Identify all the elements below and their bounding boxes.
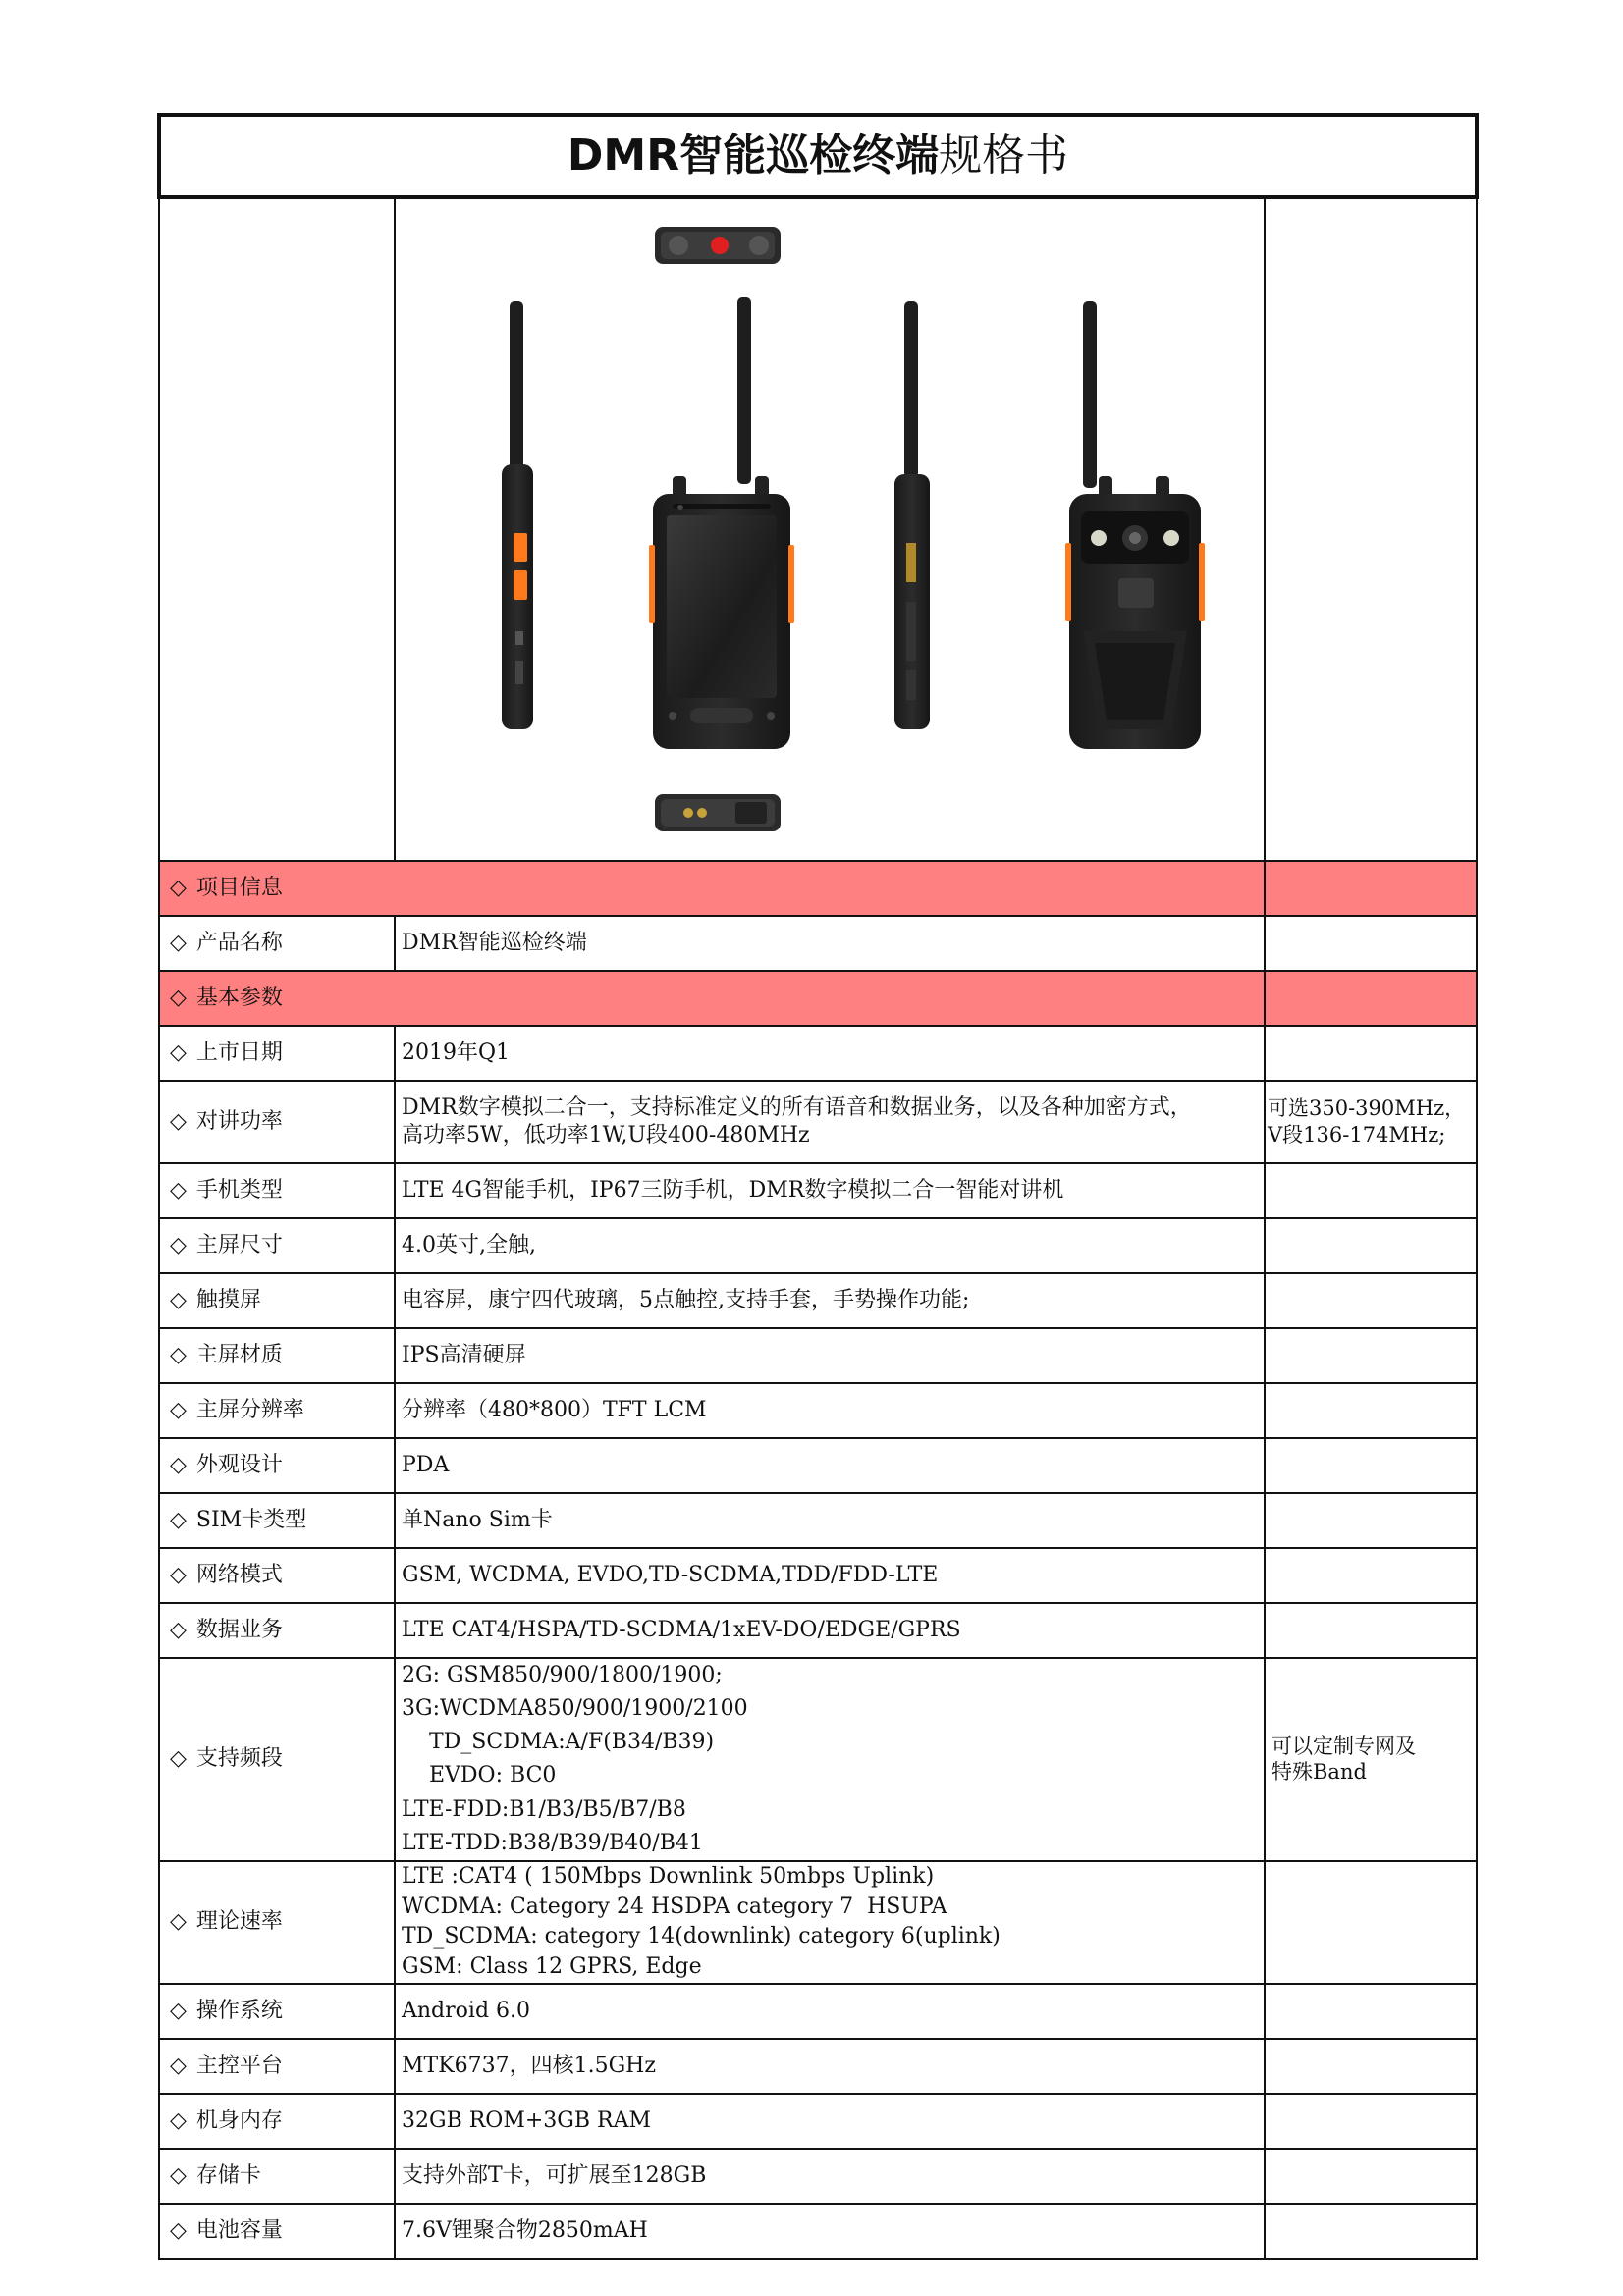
- row-intercom-power: ◇ 对讲功率 DMR数字模拟二合一，支持标准定义的所有语音和数据业务，以及各种加密方式， 高功率5W，低功率1W,U段400-480MHz 可选350-390MHz， V段136-174MHz;: [159, 1081, 1477, 1163]
- row-memory: ◇ 机身内存 32GB ROM+3GB RAM: [159, 2094, 1477, 2149]
- row-network-mode: ◇ 网络模式 GSM, WCDMA, EVDO,TD-SCDMA,TDD/FDD-LTE: [159, 1548, 1477, 1603]
- image-right-blank: [1265, 197, 1477, 861]
- note-cell: [1265, 1493, 1477, 1548]
- row-product-name: ◇ 产品名称 DMR智能巡检终端: [159, 916, 1477, 971]
- row-screen-size: ◇ 主屏尺寸 4.0英寸,全触,: [159, 1218, 1477, 1273]
- row-launch-date: ◇ 上市日期 2019年Q1: [159, 1026, 1477, 1081]
- spec-table: [157, 113, 1479, 2260]
- note-cell: [1265, 2149, 1477, 2204]
- note-cell: [1265, 2204, 1477, 2259]
- note-cell: [1265, 1548, 1477, 1603]
- value-speed: LTE :CAT4 ( 150Mbps Downlink 50mbps Uplink) WCDMA: Category 24 HSDPA category 7 HSUPA TD_SCDMA: category 14(downlink) category 6(uplink) GSM: Class 12 GPRS, Edge: [395, 1861, 1265, 1984]
- value-data-service: LTE CAT4/HSPA/TD-SCDMA/1xEV-DO/EDGE/GPRS: [395, 1603, 1265, 1658]
- value-resolution: 分辨率（480*800）TFT LCM: [395, 1383, 1265, 1438]
- device-back-view: [1065, 301, 1205, 749]
- value-product-name: DMR智能巡检终端: [395, 916, 1265, 971]
- note-cell: [1265, 1861, 1477, 1984]
- row-screen-material: ◇ 主屏材质 IPS高清硬屏: [159, 1328, 1477, 1383]
- image-left-blank: [159, 197, 395, 861]
- row-speed: ◇ 理论速率 LTE :CAT4 ( 150Mbps Downlink 50mbps Uplink) WCDMA: Category 24 HSDPA category 7 HSUPA TD_SCDMA: category 14(downlink) category 6(uplink) GSM: Class 12 GPRS, Edge: [159, 1861, 1477, 1984]
- note-cell: [1265, 1603, 1477, 1658]
- radio-device-illustration: [396, 199, 1266, 852]
- section-basic-params: ◇ 基本参数: [159, 971, 1265, 1026]
- row-storage-card: ◇ 存储卡 支持外部T卡，可扩展至128GB: [159, 2149, 1477, 2204]
- note-cell: [1265, 2094, 1477, 2149]
- note-cell: [1265, 2039, 1477, 2094]
- note-cell: [1265, 1218, 1477, 1273]
- section-basic-params-note: [1265, 971, 1477, 1026]
- value-intercom-power: DMR数字模拟二合一，支持标准定义的所有语音和数据业务，以及各种加密方式， 高功率5W，低功率1W,U段400-480MHz: [395, 1081, 1265, 1163]
- spec-sheet: [157, 113, 1475, 2260]
- row-sim-type: ◇ SIM卡类型 单Nano Sim卡: [159, 1493, 1477, 1548]
- value-memory: 32GB ROM+3GB RAM: [395, 2094, 1265, 2149]
- value-touchscreen: 电容屏，康宁四代玻璃，5点触控,支持手套，手势操作功能;: [395, 1273, 1265, 1328]
- value-design: PDA: [395, 1438, 1265, 1493]
- note-cell: [1265, 1163, 1477, 1218]
- value-screen-material: IPS高清硬屏: [395, 1328, 1265, 1383]
- note-cell: [1265, 1984, 1477, 2039]
- note-bands: 可以定制专网及 特殊Band: [1265, 1658, 1477, 1861]
- value-os: Android 6.0: [395, 1984, 1265, 2039]
- note-cell: [1265, 1026, 1477, 1081]
- note-cell: [1265, 1383, 1477, 1438]
- device-front-view: [649, 297, 794, 749]
- note-cell: [1265, 1438, 1477, 1493]
- value-platform: MTK6737，四核1.5GHz: [395, 2039, 1265, 2094]
- note-cell: [1265, 1328, 1477, 1383]
- section-project-info-note: [1265, 861, 1477, 916]
- value-screen-size: 4.0英寸,全触,: [395, 1218, 1265, 1273]
- device-right-side-view: [894, 301, 930, 729]
- value-sim-type: 单Nano Sim卡: [395, 1493, 1265, 1548]
- note-cell: [1265, 916, 1477, 971]
- product-photo: [395, 197, 1265, 861]
- device-top-view: [655, 227, 781, 264]
- row-touchscreen: ◇ 触摸屏 电容屏，康宁四代玻璃，5点触控,支持手套，手势操作功能;: [159, 1273, 1477, 1328]
- note-cell: [1265, 1273, 1477, 1328]
- row-os: ◇ 操作系统 Android 6.0: [159, 1984, 1477, 2039]
- device-left-side-view: [502, 301, 533, 729]
- row-design: ◇ 外观设计 PDA: [159, 1438, 1477, 1493]
- device-bottom-view: [655, 794, 781, 831]
- value-network-mode: GSM, WCDMA, EVDO,TD-SCDMA,TDD/FDD-LTE: [395, 1548, 1265, 1603]
- section-project-info: ◇ 项目信息: [159, 861, 1265, 916]
- row-resolution: ◇ 主屏分辨率 分辨率（480*800）TFT LCM: [159, 1383, 1477, 1438]
- value-battery: 7.6V锂聚合物2850mAH: [395, 2204, 1265, 2259]
- value-phone-type: LTE 4G智能手机，IP67三防手机，DMR数字模拟二合一智能对讲机: [395, 1163, 1265, 1218]
- value-bands: 2G: GSM850/900/1800/1900; 3G:WCDMA850/900/1900/2100 TD_SCDMA:A/F(B34/B39) EVDO: BC0 LTE-FDD:B1/B3/B5/B7/B8 LTE-TDD:B38/B39/B40/B41: [395, 1658, 1265, 1861]
- value-storage-card: 支持外部T卡，可扩展至128GB: [395, 2149, 1265, 2204]
- row-bands: ◇ 支持频段 2G: GSM850/900/1800/1900; 3G:WCDMA850/900/1900/2100 TD_SCDMA:A/F(B34/B39) EVDO: BC0 LTE-FDD:B1/B3/B5/B7/B8 LTE-TDD:B38/B39/B40/B41 可以定制专网及 特殊Band: [159, 1658, 1477, 1861]
- row-battery: ◇ 电池容量 7.6V锂聚合物2850mAH: [159, 2204, 1477, 2259]
- note-intercom-power: 可选350-390MHz， V段136-174MHz;: [1265, 1081, 1477, 1163]
- row-phone-type: ◇ 手机类型 LTE 4G智能手机，IP67三防手机，DMR数字模拟二合一智能对讲机: [159, 1163, 1477, 1218]
- document-title: DMR智能巡检终端规格书: [159, 115, 1477, 197]
- row-platform: ◇ 主控平台 MTK6737，四核1.5GHz: [159, 2039, 1477, 2094]
- row-data-service: ◇ 数据业务 LTE CAT4/HSPA/TD-SCDMA/1xEV-DO/EDGE/GPRS: [159, 1603, 1477, 1658]
- value-launch-date: 2019年Q1: [395, 1026, 1265, 1081]
